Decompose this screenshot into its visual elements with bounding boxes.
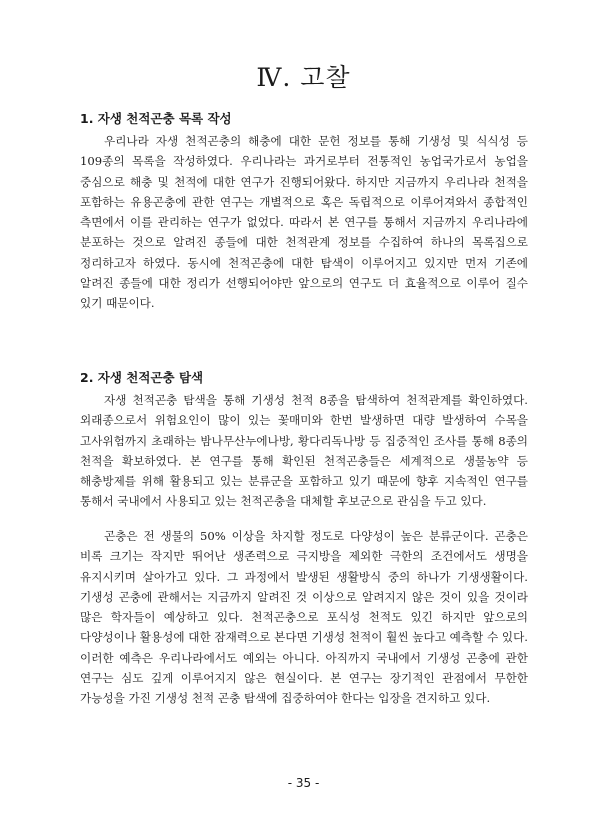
section-2-paragraph-2: 곤충은 전 생물의 50% 이상을 차지할 정도로 다양성이 높은 분류군이다. 곤충은 비록 크기는 작지만 뛰어난 생존력으로 극지방을 제외한 극한의 조건에서도 생명을 유지시키며 살아가고 있다. 그 과정에서 발생된 생활방식 중의 하나가 기생생활이다. 기생성 곤충에 관해서는 지금까지 알려진 것 이상으로 알려지지 않은 것이 있을 것이라 많은 학자들이 예상하고 있다. 천적곤충으로 포식성 천적도 있긴 하지만 앞으로의 다양성이나 활용성에 대한 잠재력으로 본다면 기생성 천적이 훨씬 높다고 예측할 수 있다. 이러한 예측은 우리나라에서도 예외는 아니다. 아직까지 국내에서 기생성 곤충에 관한 연구는 심도 깊게 이루어지지 않은 현실이다. 본 연구는 장기적인 관점에서 무한한 가능성을 가진 기생성 천적 곤충 탐색에 집중하여야 한다는 입장을 견지하고 있다. [80,529,528,706]
section-heading-2: 2. 자생 천적곤충 탐색 [80,370,204,385]
section-2-paragraph-1: 자생 천적곤충 탐색을 통해 기생성 천적 8종을 탐색하여 천적관계를 확인하였다. 외래종으로서 위험요인이 많이 있는 꽃매미와 한번 발생하면 대량 발생하여 수목을 고사위험까지 초래하는 밤나무산누에나방, 황다리독나방 등 집중적인 조사를 통해 8종의 천적을 확보하였다. 본 연구를 통해 확인된 천적곤충들은 세계적으로 생물농약 등 해충방제를 위해 활용되고 있는 분류군을 포함하고 있기 때문에 향후 지속적인 연구를 통해서 국내에서 사용되고 있는 천적곤충을 대체할 후보군으로 관심을 두고 있다. [80,393,528,509]
page-number: - 35 - [287,776,320,790]
chapter-title: Ⅳ. 고찰 [256,63,351,92]
section-heading-1: 1. 자생 천적곤충 목록 작성 [80,111,232,126]
section-1-paragraph-1: 우리나라 자생 천적곤충의 해충에 대한 문헌 정보를 통해 기생성 및 식식성 등 109종의 목록을 작성하였다. 우리나라는 과거로부터 전통적인 농업국가로서 농업을 중심으로 해충 및 천적에 대한 연구가 진행되어왔다. 하지만 지금까지 우리나라 천적을 포함하는 유용곤충에 관한 연구는 개별적으로 혹은 독립적으로 이루어져와서 종합적인 측면에서 이를 관리하는 연구가 없었다. 따라서 본 연구를 통해서 지금까지 우리나라에 분포하는 것으로 알려진 종들에 대한 천적관계 정보를 수집하여 하나의 목록집으로 정리하고자 하였다. 동시에 천적곤충에 대한 탐색이 이루어지고 있지만 먼저 기존에 알려진 종들에 대한 정리가 선행되어야만 앞으로의 연구도 더 효율적으로 이루어 질수 있기 때문이다. [80,134,529,311]
